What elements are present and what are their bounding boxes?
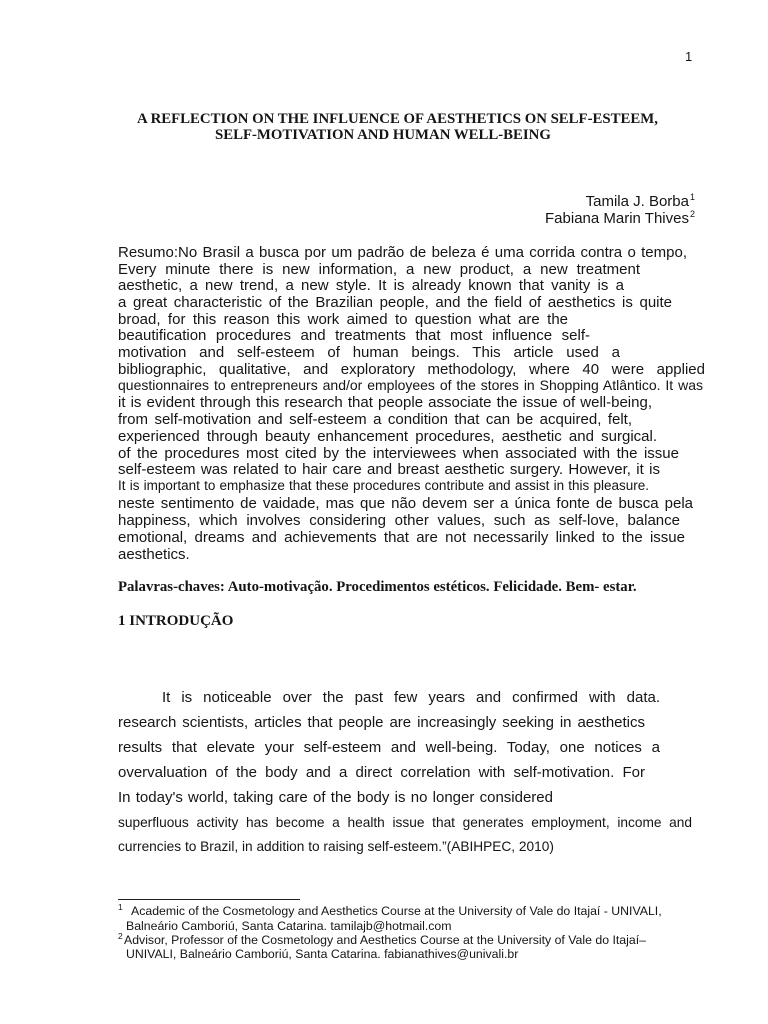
footnote-line: UNIVALI, Balneário Camboriú, Santa Catarina. fabianathives@univali.br xyxy=(126,947,519,961)
abstract-line: questionnaires to entrepreneurs and/or employees of the stores in Shopping Atlântico. It was xyxy=(118,377,703,393)
title-line-2: SELF-MOTIVATION AND HUMAN WELL-BEING xyxy=(215,127,551,143)
paragraph-line: results that elevate your self-esteem and well-being. Today, one notices a xyxy=(118,739,660,756)
abstract-line: aesthetics. xyxy=(118,546,190,563)
abstract-line: aesthetic, a new trend, a new style. It is already known that vanity is a xyxy=(118,277,624,294)
footnote-line: Academic of the Cosmetology and Aesthetics Course at the University of Vale do Itajaí - UNIVALI, xyxy=(131,904,662,918)
abstract-line: a great characteristic of the Brazilian people, and the field of aesthetics is quite xyxy=(118,294,672,311)
abstract-line: it is evident through this research that people associate the issue of well-being, xyxy=(118,394,652,411)
footnote-separator xyxy=(118,899,300,900)
abstract-line: happiness, which involves considering other values, such as self-love, balance xyxy=(118,512,680,529)
abstract-line: Every minute there is new information, a new product, a new treatment xyxy=(118,261,640,278)
keywords: Palavras-chaves: Auto-motivação. Procedimentos estéticos. Felicidade. Bem- estar. xyxy=(118,579,637,595)
abstract-line: broad, for this reason this work aimed to question what are the xyxy=(118,311,568,328)
section-heading: 1 INTRODUÇÃO xyxy=(118,613,234,629)
title-line-1: A REFLECTION ON THE INFLUENCE OF AESTHETICS ON SELF-ESTEEM, xyxy=(137,111,658,127)
footnote-line: Balneário Camboriú, Santa Catarina. tamilajb@hotmail.com xyxy=(126,919,452,933)
paragraph-line: research scientists, articles that people are increasingly seeking in aesthetics xyxy=(118,714,645,731)
abstract-line: beautification procedures and treatments that most influence self- xyxy=(118,327,590,344)
abstract-line: self-esteem was related to hair care and breast aesthetic surgery. However, it is xyxy=(118,461,660,478)
abstract-line: emotional, dreams and achievements that are not necessarily linked to the issue xyxy=(118,529,685,546)
footnote-mark: 1 xyxy=(118,902,123,912)
paragraph-line: overvaluation of the body and a direct correlation with self-motivation. For xyxy=(118,764,645,781)
paragraph-line: currencies to Brazil, in addition to raising self-esteem.”(ABIHPEC, 2010) xyxy=(118,839,554,854)
abstract-line: It is important to emphasize that these procedures contribute and assist in this pleasure. xyxy=(118,478,649,493)
author-2 xyxy=(545,210,695,229)
footnote-ref: 2 xyxy=(689,209,695,219)
abstract-line: neste sentimento de vaidade, mas que não devem ser a única fonte de busca pela xyxy=(118,495,693,512)
abstract-line: experienced through beauty enhancement procedures, aesthetic and surgical. xyxy=(118,428,657,445)
footnote-line: Advisor, Professor of the Cosmetology and Aesthetics Course at the University of Vale do Itajaí– xyxy=(124,933,646,947)
page-number: 1 xyxy=(685,49,693,64)
abstract-line: Resumo:No Brasil a busca por um padrão de beleza é uma corrida contra o tempo, xyxy=(118,244,687,261)
author-name: Tamila J. Borba xyxy=(585,193,689,210)
abstract-line: from self-motivation and self-esteem a condition that can be acquired, felt, xyxy=(118,411,632,428)
footnote-ref: 1 xyxy=(689,192,695,202)
author-name: Fabiana Marin Thives xyxy=(545,210,689,227)
abstract-line: bibliographic, qualitative, and exploratory methodology, where 40 were applied xyxy=(118,361,705,378)
footnote-mark: 2 xyxy=(118,931,123,941)
paragraph-line: In today's world, taking care of the body is no longer considered xyxy=(118,789,553,806)
abstract-line: motivation and self-esteem of human beings. This article used a xyxy=(118,344,620,361)
paragraph-line: superfluous activity has become a health issue that generates employment, income and xyxy=(118,815,692,830)
paragraph-line: It is noticeable over the past few years and confirmed with data. xyxy=(162,689,660,706)
abstract-line: of the procedures most cited by the interviewees when associated with the issue xyxy=(118,445,679,462)
